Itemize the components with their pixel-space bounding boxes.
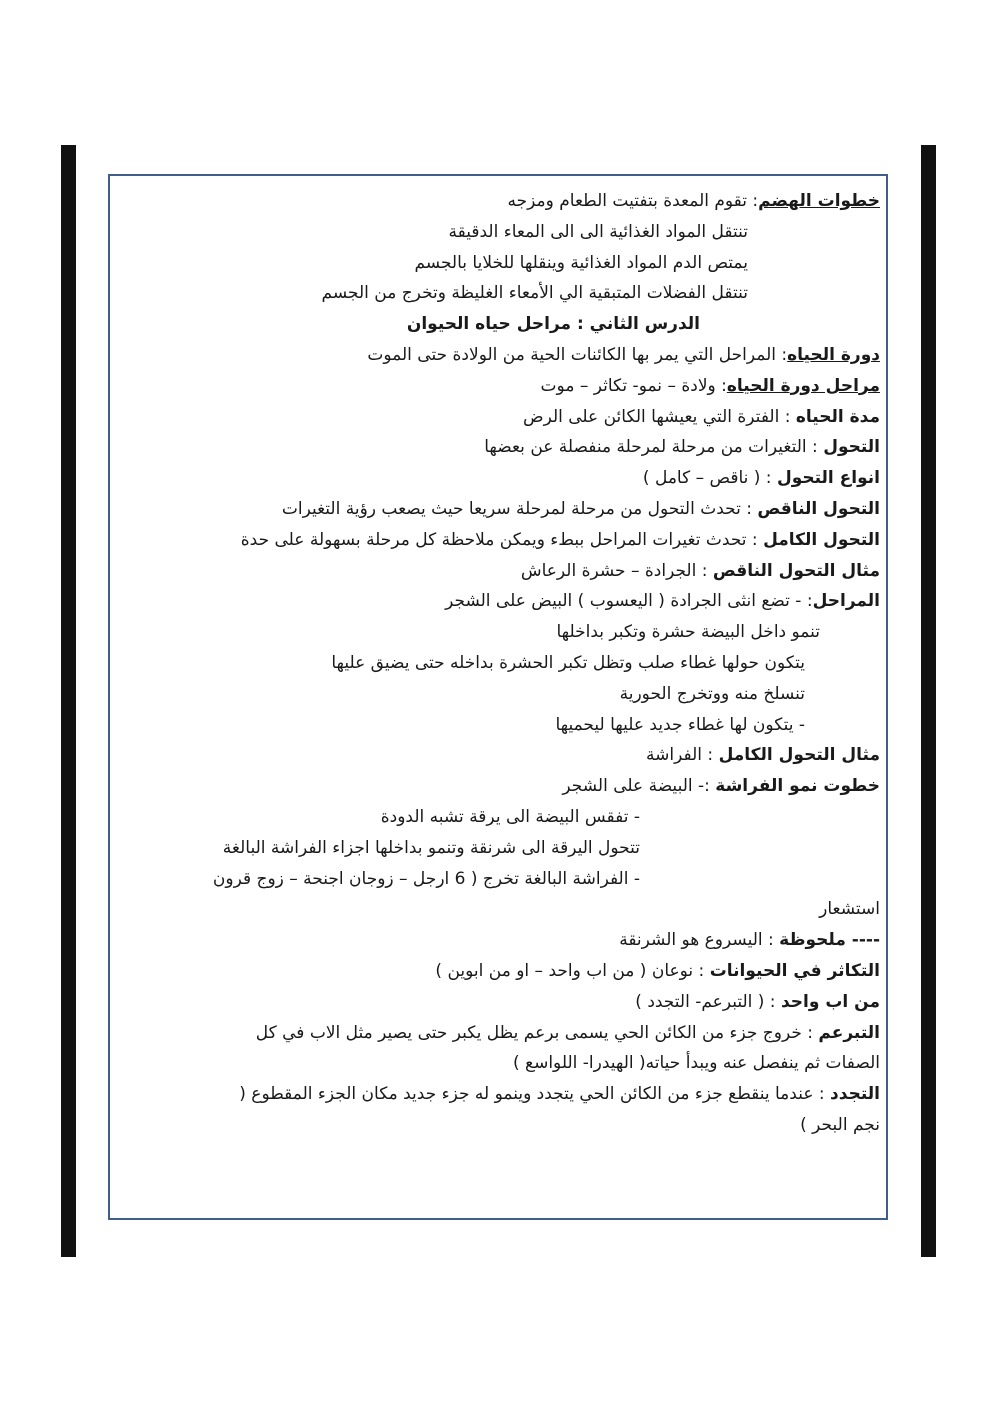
- line-text: التغيرات من مرحلة لمرحلة منفصلة عن بعضها: [484, 437, 807, 458]
- line-19: مثال التحول الكامل : الفراشة: [646, 745, 880, 766]
- line-text: استشعار: [819, 899, 880, 920]
- line-text: - الفراشة البالغة تخرج ( 6 ارجل – زوجان اجنحة – زوج قرون: [212, 868, 640, 889]
- line-text: الفترة التي يعيشها الكائن على الرض: [523, 406, 780, 427]
- line-text: الجرادة – حشرة الرعاش: [520, 560, 697, 581]
- line-25: ---- ملحوظة : اليسروع هو الشرنقة: [619, 930, 880, 951]
- lesson-heading: الدرس الثاني : مراحل حياه الحيوان: [406, 314, 700, 335]
- line-11: التحول الناقص : تحدث التحول من مرحلة لمرحلة سريعا حيث يصعب رؤية التغيرات: [281, 498, 880, 519]
- line-20: خطوت نمو الفراشة :- البيضة على الشجر: [562, 776, 880, 797]
- term-label: مثال التحول الكامل: [718, 745, 880, 766]
- line-4: [126, 278, 880, 309]
- line-29: [126, 1048, 880, 1079]
- line-9: التحول : التغيرات من مرحلة لمرحلة منفصلة عن بعضها: [484, 437, 880, 458]
- line-text: تنمو داخل البيضة حشرة وتكبر بداخلها: [556, 622, 820, 643]
- line-17: [126, 679, 880, 710]
- line-31: [126, 1110, 880, 1141]
- term-label: ---- ملحوظة: [779, 930, 880, 951]
- term-label: التكاثر في الحيوانات: [709, 960, 880, 981]
- line-text: خروج جزء من الكائن الحي يسمى برعم يظل يكبر حتى يصير مثل الاب في كل: [255, 1022, 802, 1043]
- line-text: نوعان ( من اب واحد – او من ابوين ): [435, 960, 694, 981]
- document-body: [126, 186, 880, 1141]
- term-label: التبرعم: [818, 1022, 880, 1043]
- term-label: مدة الحياه: [795, 406, 880, 427]
- line-text: - تضع انثى الجرادة ( اليعسوب ) البيض على الشجر: [445, 591, 802, 612]
- line-text: - يتكون لها غطاء جديد عليها ليحميها: [555, 714, 805, 735]
- line-12: التحول الكامل : تحدث تغيرات المراحل ببطء ويمكن ملاحظة كل مرحلة بسهولة على حدة: [240, 529, 880, 550]
- line-10: انواع التحول : ( ناقص – كامل ): [642, 468, 880, 489]
- line-22: [126, 833, 880, 864]
- line-18: [126, 710, 880, 741]
- line-3: [126, 248, 880, 279]
- term-label: خطوات الهضم: [758, 191, 880, 211]
- line-16: [126, 648, 880, 679]
- line-28: التبرعم : خروج جزء من الكائن الحي يسمى برعم يظل يكبر حتى يصير مثل الاب في كل: [255, 1022, 880, 1043]
- line-text: الصفات ثم ينفصل عنه ويبدأ حياته( الهيدرا- اللواسع ): [512, 1053, 880, 1074]
- line-text: اليسروع هو الشرنقة: [619, 930, 763, 951]
- line-text: عندما ينقطع جزء من الكائن الحي يتجدد وينمو له جزء جديد مكان الجزء المقطوع (: [239, 1084, 814, 1105]
- line-text: تقوم المعدة بتفتيت الطعام ومزجه: [507, 191, 748, 211]
- term-label: دورة الحياه: [787, 344, 880, 365]
- line-text: نجم البحر ): [800, 1114, 880, 1135]
- line-text: يتكون حولها غطاء صلب وتظل تكبر الحشرة بداخله حتى يضيق عليها: [331, 652, 805, 673]
- line-1: خطوات الهضم: تقوم المعدة بتفتيت الطعام ومزجه: [507, 191, 880, 211]
- line-23: [126, 864, 880, 895]
- line-7: مراحل دورة الحياه: ولادة – نمو- تكاثر – موت: [540, 375, 880, 396]
- line-26: التكاثر في الحيوانات : نوعان ( من اب واحد – او من ابوين ): [435, 960, 880, 981]
- line-text: تنسلخ منه ووتخرج الحورية: [619, 683, 805, 704]
- term-label: انواع التحول: [776, 468, 880, 489]
- line-14: المراحل: - تضع انثى الجرادة ( اليعسوب ) البيض على الشجر: [445, 591, 880, 612]
- line-text: ولادة – نمو- تكاثر – موت: [540, 375, 716, 396]
- line-text: تحدث تغيرات المراحل ببطء ويمكن ملاحظة كل مرحلة بسهولة على حدة: [240, 529, 747, 550]
- line-text: ( ناقص – كامل ): [642, 468, 761, 489]
- line-24: [126, 894, 880, 925]
- right-black-bar: [921, 145, 936, 1257]
- term-label: مثال التحول الناقص: [712, 560, 880, 581]
- line-2: [126, 217, 880, 248]
- term-label: التحول: [823, 437, 880, 458]
- line-8: مدة الحياه : الفترة التي يعيشها الكائن على الرض: [523, 406, 880, 427]
- line-13: مثال التحول الناقص : الجرادة – حشرة الرعاش: [520, 560, 880, 581]
- line-text: تنتقل المواد الغذائية الى الى المعاء الدقيقة: [448, 221, 748, 242]
- line-text: تتحول اليرقة الى شرنقة وتنمو بداخلها اجزاء الفراشة البالغة: [222, 837, 640, 858]
- line-27: من اب واحد : ( التبرعم- التجدد ): [635, 991, 880, 1012]
- term-label: التحول الكامل: [763, 529, 880, 550]
- line-30: التجدد : عندما ينقطع جزء من الكائن الحي يتجدد وينمو له جزء جديد مكان الجزء المقطوع (: [239, 1084, 880, 1105]
- line-text: البيضة على الشجر: [562, 776, 693, 797]
- term-label: التجدد: [830, 1084, 880, 1105]
- line-text: تنتقل الفضلات المتبقية الي الأمعاء الغليظة وتخرج من الجسم: [321, 283, 748, 304]
- term-label: من اب واحد: [780, 991, 880, 1012]
- term-label: التحول الناقص: [757, 498, 880, 519]
- line-text: الفراشة: [646, 745, 703, 766]
- line-15: [126, 617, 880, 648]
- line-text: تحدث التحول من مرحلة لمرحلة سريعا حيث يصعب رؤية التغيرات: [281, 498, 741, 519]
- line-text: يمتص الدم المواد الغذائية وينقلها للخلايا بالجسم: [414, 252, 748, 273]
- line-text: ( التبرعم- التجدد ): [635, 991, 765, 1012]
- line-21: [126, 802, 880, 833]
- line-text: المراحل التي يمر بها الكائنات الحية من الولادة حتى الموت: [367, 344, 776, 365]
- term-label: المراحل: [812, 591, 880, 612]
- left-black-bar: [61, 145, 76, 1257]
- line-6: دورة الحياه: المراحل التي يمر بها الكائنات الحية من الولادة حتى الموت: [367, 344, 880, 365]
- term-label: خطوت نمو الفراشة: [715, 776, 880, 797]
- term-label: مراحل دورة الحياه: [726, 375, 880, 396]
- line-text: - تفقس البيضة الى يرقة تشبه الدودة: [380, 806, 640, 827]
